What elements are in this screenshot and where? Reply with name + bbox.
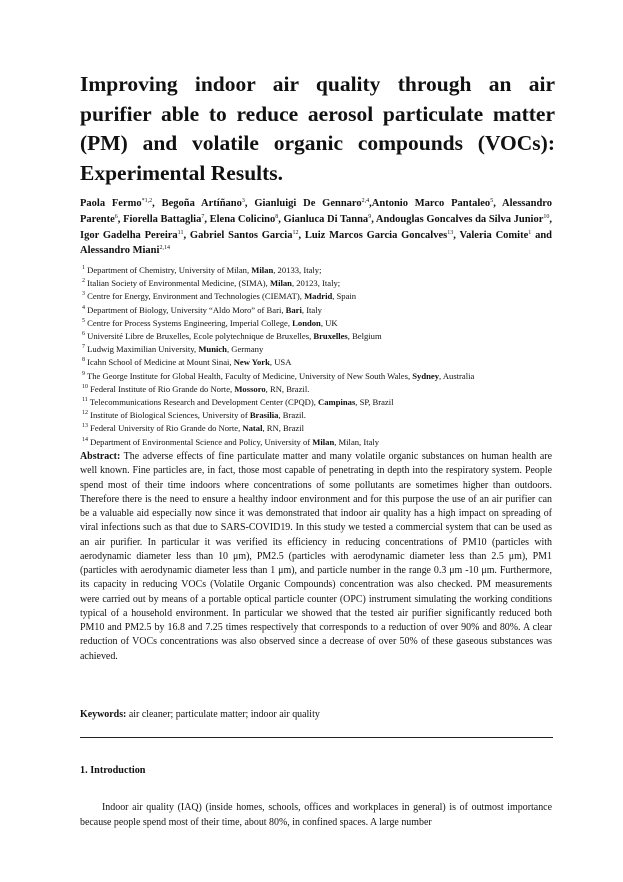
- affiliation-institution: Université Libre de Bruxelles, Ecole polytechnique de Bruxelles,: [87, 331, 314, 342]
- affiliation-item: [82, 383, 552, 396]
- author-affiliation-marker: 13: [447, 229, 454, 236]
- affiliation-city: Bruxelles: [313, 331, 348, 342]
- affiliation-item: [82, 277, 552, 290]
- affiliation-number: 12: [82, 410, 88, 417]
- affiliation-number: 14: [82, 436, 88, 443]
- affiliation-city: New York: [233, 357, 270, 368]
- author-name: Valeria Comite: [459, 229, 529, 241]
- author-name: Andouglas Goncalves da Silva Junior: [375, 213, 544, 225]
- affiliation-location: , Brazil.: [278, 410, 306, 421]
- affiliation-city: Munich: [198, 344, 227, 355]
- affiliation-institution: Institute of Biological Sciences, University of: [90, 410, 250, 421]
- keywords-label: Keywords:: [80, 709, 127, 720]
- affiliation-item: [82, 396, 552, 409]
- affiliation-city: Bari: [285, 304, 302, 315]
- affiliation-city: Mossoro: [234, 383, 266, 394]
- author-affiliation-marker: 5: [490, 198, 494, 204]
- author-name: Begoña Artíñano: [161, 198, 242, 209]
- affiliation-location: , Italy: [301, 304, 322, 315]
- abstract: [80, 450, 552, 664]
- author-name: Igor Gadelha Pereira: [80, 229, 178, 241]
- affiliation-city: London: [292, 317, 321, 328]
- affiliation-number: 2: [82, 278, 85, 285]
- affiliation-item: [82, 264, 552, 277]
- affiliation-institution: Federal Institute of Rio Grande do Norte,: [90, 383, 235, 394]
- author-affiliation-marker: 2,4: [361, 198, 370, 204]
- author-name: Fiorella Battaglia: [123, 213, 202, 225]
- author-name: Antonio Marco Pantaleo: [371, 198, 491, 209]
- introduction-paragraph: Indoor air quality (IAQ) (inside homes, schools, offices and workplaces in general) is of outmost importance because people spend most of their time, about 80%, in confined spaces. A large number: [80, 802, 552, 829]
- affiliation-institution: Department of Environmental Science and Policy, University of: [90, 436, 313, 447]
- author-separator: ,: [453, 229, 460, 241]
- affiliation-item: [82, 370, 552, 383]
- author-separator: ,: [493, 198, 503, 209]
- author-separator: ,: [549, 213, 553, 225]
- affiliation-institution: Centre for Process Systems Engineering, Imperial College,: [87, 317, 293, 328]
- affiliation-list: [82, 264, 552, 449]
- affiliation-number: 9: [82, 370, 85, 377]
- affiliation-number: 1: [82, 265, 85, 271]
- author-name: Gianluca Di Tanna: [283, 213, 369, 225]
- author-separator: ,: [117, 213, 124, 225]
- abstract-label: Abstract:: [80, 451, 121, 462]
- affiliation-institution: Department of Chemistry, University of Milan,: [87, 265, 252, 275]
- author-separator: ,: [204, 213, 210, 225]
- affiliation-institution: Italian Society of Environmental Medicine, (SIMA),: [87, 278, 270, 289]
- affiliation-number: 4: [82, 304, 85, 311]
- author-separator: ,: [278, 213, 284, 225]
- author-affiliation-marker: 8: [275, 213, 279, 220]
- affiliation-city: Sydney: [412, 370, 439, 381]
- affiliation-number: 8: [82, 357, 85, 364]
- author-list: [80, 196, 552, 259]
- affiliation-item: [82, 317, 552, 330]
- affiliation-number: 5: [82, 317, 85, 324]
- author-name: Gabriel Santos Garcia: [189, 229, 293, 241]
- abstract-text: The adverse effects of fine particulate matter and many volatile organic substances on human health are well known. Fine particles are, in fact, those most capable of penetrating in depth into the respiratory system. People spend most of their time indoors where concentrations of some pollutants are sometimes higher than outdoors. Therefore there is the need to ensure a healthy indoor environment and for this purpose the use of an air purifier can be a valuable aid especially now since it was demonstrated that indoor air quality has a high impact on spreading of viral infections such as that due to SARS-COVID19. In this study we tested a commercial system that can be used as an air purifier. In particular it was verified its efficiency in reducing concentrations of PM10 (particles with aerodynamic diameter less than 10 μm), PM2.5 (particles with aerodynamic diameter less than 2.5 μm), PM1 (particles with aerodynamic diameter less than 1 μm), and particle number in the range 0.3 μm -10 μm. Furthermore, its capacity in reducing VOCs (Volatile Organic Compounds) concentration was also checked. PM measurements were carried out by means of a portable optical particle counter (OPC) instrument simulating the working conditions typical of a household environment. In particular we showed that the tested air purifier significantly reduced both PM10 and PM2.5 by 16.8 and 7.25 times respectively that corresponds to a reduction of over 90% and 80%. A clear reduction of VOCs concentrations was also observed since a decrease of over 50% of these gaseous substances was achieved.: [80, 451, 552, 662]
- author-affiliation-marker: 11: [177, 229, 184, 236]
- author-affiliation-marker: 3: [241, 198, 245, 204]
- author-separator: ,: [183, 229, 190, 241]
- author-separator: ,: [298, 229, 305, 241]
- affiliation-item: [82, 330, 552, 343]
- author-separator: ,: [244, 198, 255, 209]
- affiliation-number: 3: [82, 291, 85, 298]
- affiliation-city: Brasilia: [249, 410, 279, 421]
- affiliation-location: , UK: [320, 317, 338, 328]
- affiliation-item: [82, 356, 552, 369]
- author-affiliation-marker: *1,2: [141, 198, 153, 204]
- affiliation-item: [82, 436, 552, 449]
- affiliation-city: Madrid: [304, 291, 333, 302]
- affiliation-item: [82, 343, 552, 356]
- affiliation-location: , Milan, Italy: [334, 436, 380, 447]
- author-affiliation-marker: 2,14: [159, 245, 170, 252]
- affiliation-location: , SP, Brazil: [355, 397, 394, 408]
- affiliation-number: 10: [82, 383, 88, 390]
- affiliation-city: Milan: [312, 436, 335, 447]
- author-separator: ,: [369, 198, 372, 209]
- affiliation-number: 6: [82, 331, 85, 338]
- author-name: Elena Colicino: [209, 213, 276, 225]
- affiliation-location: , RN, Brazil.: [265, 383, 310, 394]
- paper-title: Improving indoor air quality through an air purifier able to reduce aerosol particulate matter (PM) and volatile organic compounds (VOCs): Experimental Results.: [80, 72, 555, 185]
- affiliation-number: 7: [82, 344, 85, 351]
- affiliation-location: , Belgium: [347, 331, 382, 342]
- affiliation-institution: Telecommunications Research and Development Center (CPQD),: [89, 397, 319, 408]
- author-separator: ,: [371, 213, 376, 225]
- keywords: [80, 708, 552, 722]
- affiliation-location: , USA: [269, 357, 292, 368]
- affiliation-item: [82, 409, 552, 422]
- affiliation-city: Milan: [269, 278, 292, 289]
- affiliation-location: , Australia: [439, 370, 475, 381]
- author-name: Gianluigi De Gennaro: [254, 198, 362, 209]
- affiliation-institution: Centre for Energy, Environment and Technologies (CIEMAT),: [87, 291, 305, 302]
- affiliation-location: , Spain: [332, 291, 357, 302]
- author-separator: ,: [152, 198, 162, 209]
- author-affiliation-marker: 6: [114, 213, 118, 220]
- author-name: Paola Fermo: [80, 198, 142, 209]
- affiliation-location: , 20123, Italy;: [291, 278, 341, 289]
- affiliation-item: [82, 304, 552, 317]
- author-affiliation-marker: 9: [368, 213, 372, 220]
- author-name: Alessandro Parente: [80, 198, 553, 225]
- affiliation-institution: Ludwig Maximilian University,: [87, 344, 199, 355]
- author-affiliation-marker: 1: [528, 229, 532, 236]
- author-name: Luiz Marcos Garcia Goncalves: [304, 229, 448, 241]
- affiliation-item: [82, 422, 552, 435]
- author-name: Alessandro Miani: [80, 245, 160, 257]
- affiliation-city: Milan: [251, 265, 274, 275]
- affiliation-item: [82, 290, 552, 303]
- affiliation-city: Natal: [242, 423, 263, 434]
- author-affiliation-marker: 10: [543, 213, 550, 220]
- affiliation-location: , RN, Brazil: [262, 423, 305, 434]
- affiliation-city: Campinas: [318, 397, 356, 408]
- author-affiliation-marker: 7: [201, 213, 205, 220]
- affiliation-institution: Department of Biology, University “Aldo Moro” of Bari,: [87, 304, 286, 315]
- author-separator: and: [531, 229, 553, 241]
- affiliation-institution: Icahn School of Medicine at Mount Sinai,: [87, 357, 234, 368]
- affiliation-institution: The George Institute for Global Health, Faculty of Medicine, University of New South Wales,: [87, 370, 413, 381]
- section-divider: [80, 737, 553, 738]
- affiliation-location: , 20133, Italy;: [273, 265, 322, 275]
- affiliation-institution: Federal University of Rio Grande do Norte,: [90, 423, 243, 434]
- affiliation-number: 11: [82, 397, 88, 404]
- affiliation-location: , Germany: [226, 344, 264, 355]
- affiliation-number: 13: [82, 423, 88, 430]
- section-heading-introduction: 1. Introduction: [80, 765, 146, 776]
- keywords-text: air cleaner; particulate matter; indoor air quality: [126, 709, 320, 720]
- author-affiliation-marker: 12: [292, 229, 299, 236]
